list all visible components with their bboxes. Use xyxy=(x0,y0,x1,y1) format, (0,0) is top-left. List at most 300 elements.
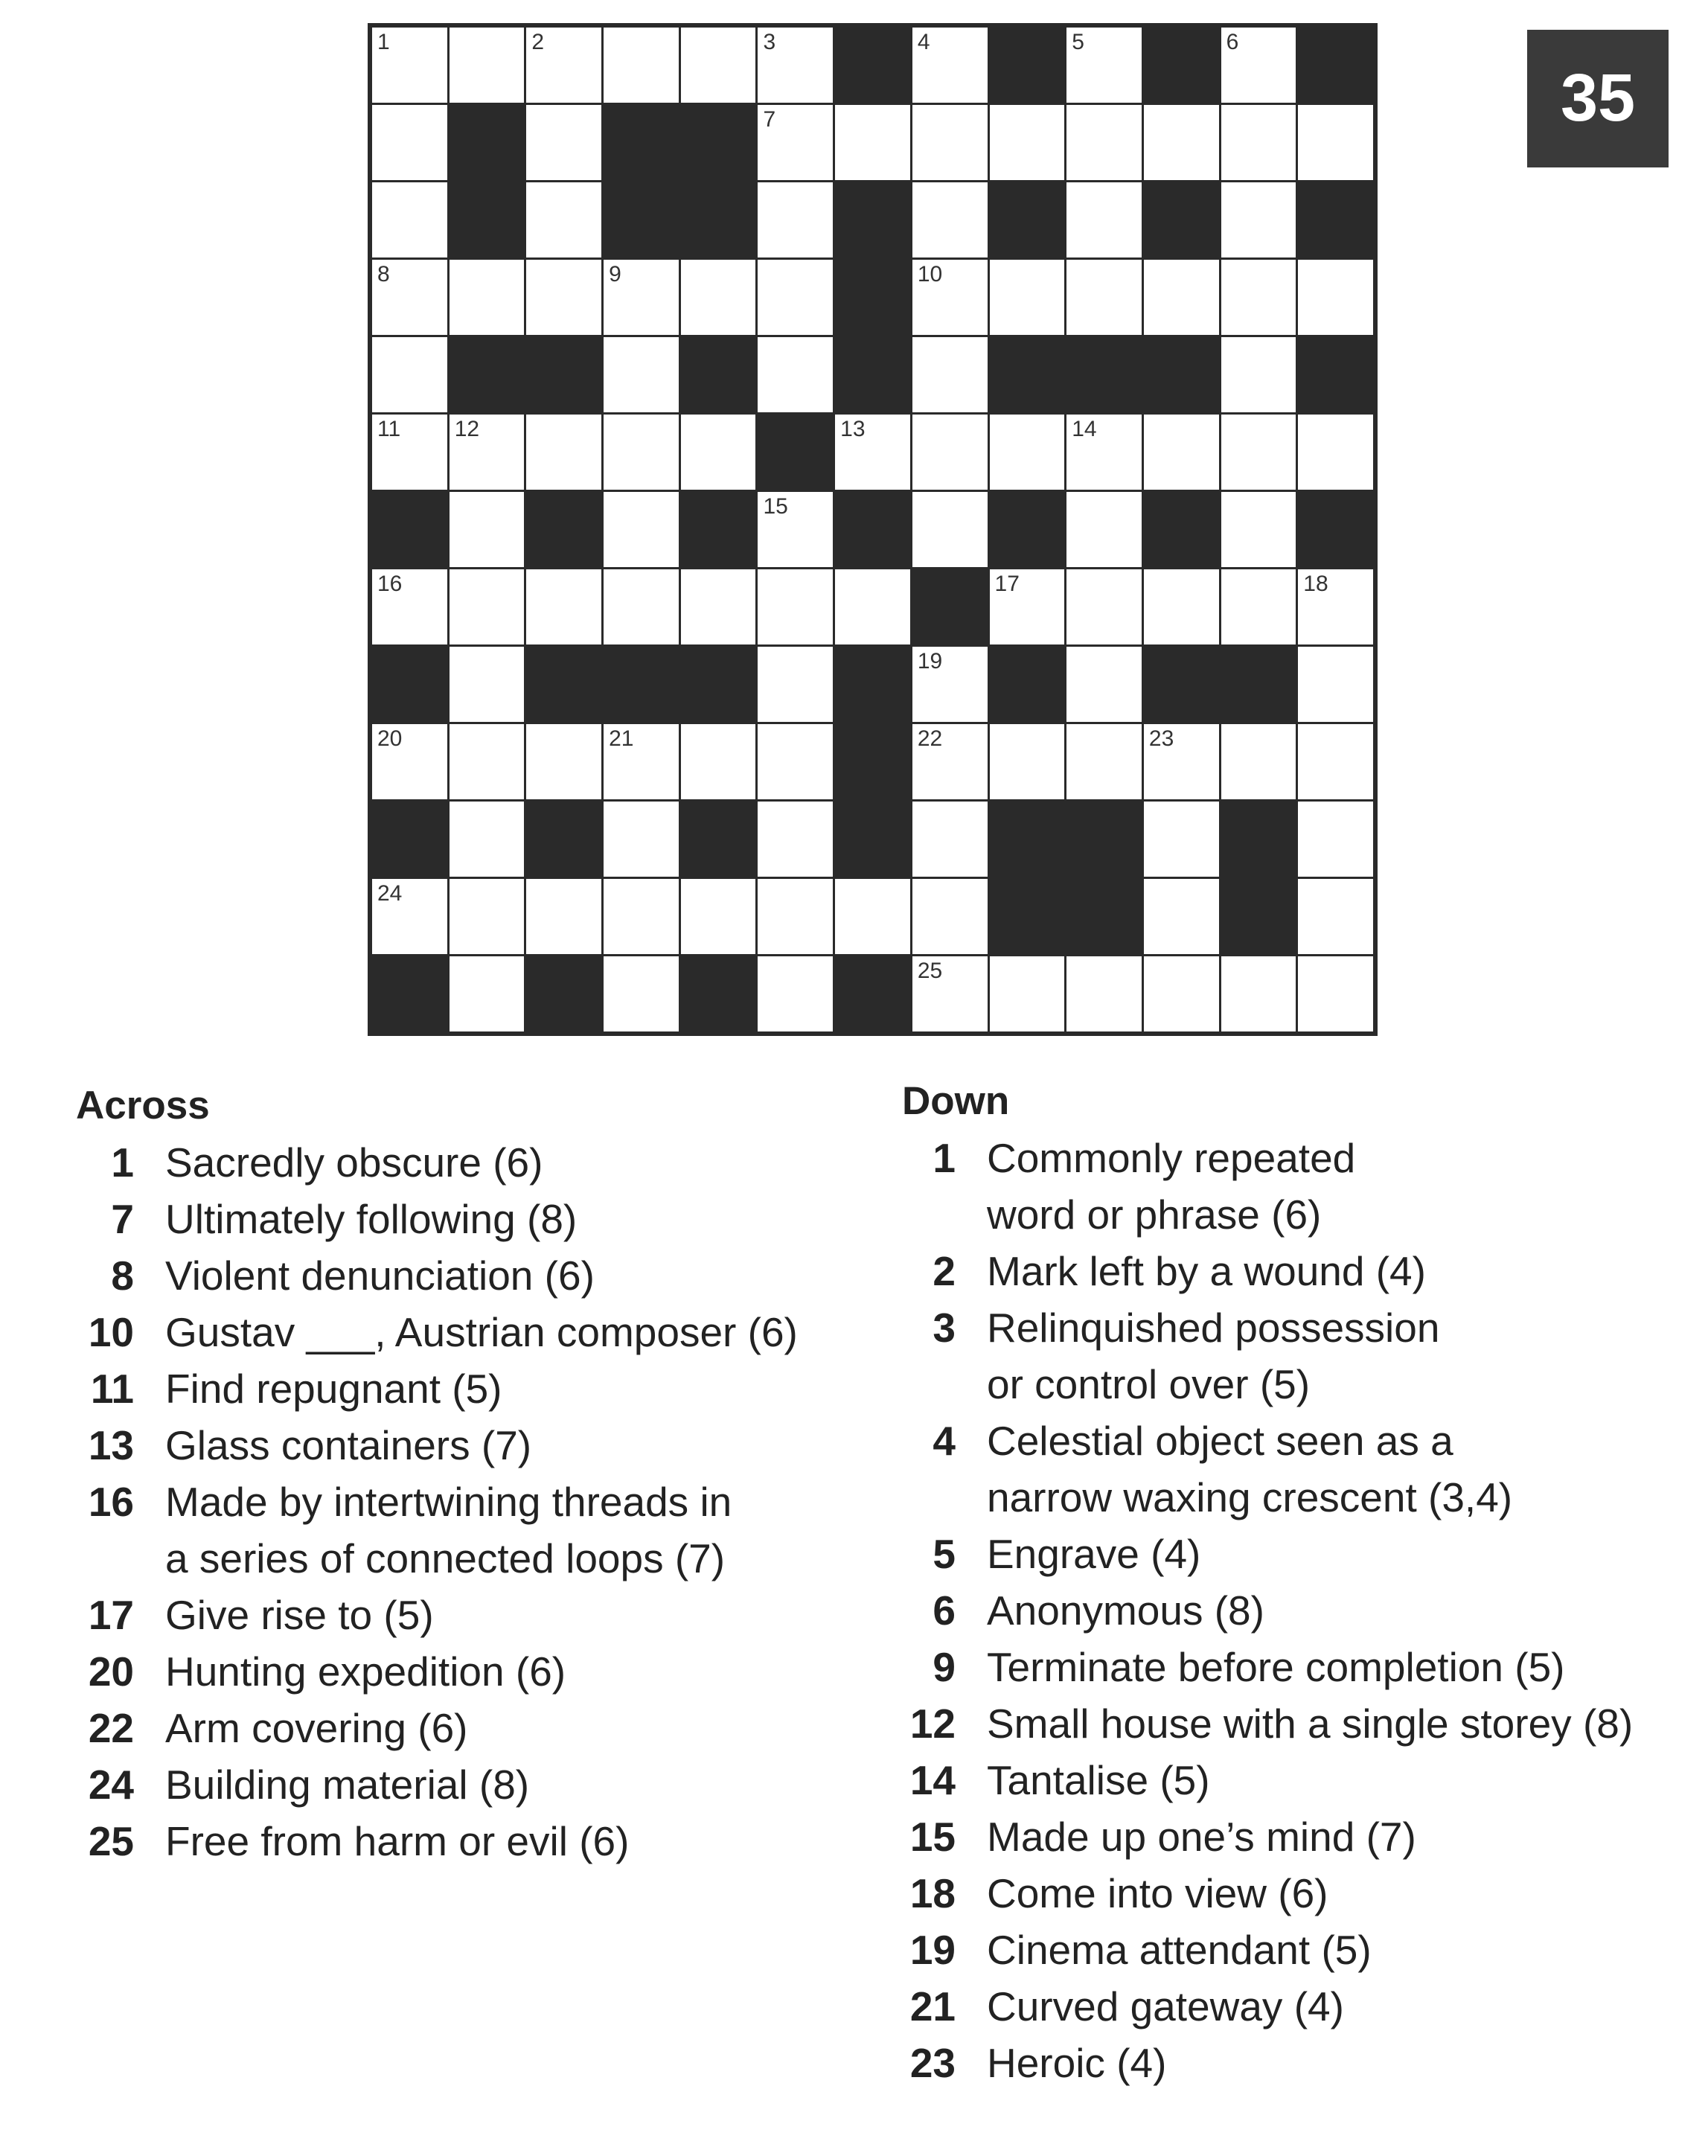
clue-number: 17 xyxy=(994,572,1020,596)
across-clue xyxy=(76,1417,880,1474)
black-square xyxy=(990,28,1065,103)
grid-cell[interactable] xyxy=(835,105,910,180)
across-clue xyxy=(76,1474,880,1587)
clue-text-line: Made by intertwining threads in xyxy=(165,1479,732,1525)
black-square xyxy=(681,802,756,877)
grid-cell[interactable] xyxy=(912,337,988,412)
grid-cell[interactable] xyxy=(604,337,679,412)
black-square xyxy=(835,647,910,722)
grid-cell[interactable] xyxy=(372,569,447,644)
puzzle-number-badge: 35 xyxy=(1527,30,1669,167)
grid-cell[interactable] xyxy=(1298,647,1373,722)
clue-text-line: or control over (5) xyxy=(987,1361,1311,1407)
clue-text xyxy=(987,1865,1328,1922)
clue-text xyxy=(987,2035,1166,2091)
grid-cell[interactable] xyxy=(990,956,1065,1031)
grid-cell[interactable] xyxy=(604,724,679,799)
grid-cell[interactable] xyxy=(758,956,833,1031)
black-square xyxy=(912,569,988,644)
clue-text-line: Ultimately following (8) xyxy=(165,1196,578,1242)
grid-cell[interactable] xyxy=(1298,879,1373,954)
clue-text-line: Engrave (4) xyxy=(987,1531,1201,1577)
grid-cell[interactable] xyxy=(990,105,1065,180)
down-clue xyxy=(902,1243,1706,1299)
clue-number: 16 xyxy=(377,572,403,596)
clue-number: 19 xyxy=(909,1927,956,1973)
black-square xyxy=(1066,802,1142,877)
black-square xyxy=(835,260,910,335)
clue-text xyxy=(165,1417,531,1474)
grid-cell[interactable] xyxy=(1221,724,1296,799)
down-clue xyxy=(902,1639,1706,1695)
across-clue xyxy=(76,1247,880,1304)
clue-text-line: Heroic (4) xyxy=(987,2040,1167,2086)
clue-number: 18 xyxy=(1303,572,1328,596)
across-clue xyxy=(76,1587,880,1643)
grid-cell[interactable] xyxy=(990,569,1065,644)
black-square xyxy=(1144,182,1219,257)
down-clue xyxy=(902,1582,1706,1639)
grid-cell[interactable] xyxy=(1144,879,1219,954)
grid-cell[interactable] xyxy=(758,569,833,644)
grid-cell[interactable] xyxy=(450,956,525,1031)
clue-text xyxy=(165,1813,629,1869)
clue-text-line: Mark left by a wound (4) xyxy=(987,1248,1426,1294)
clue-number: 8 xyxy=(111,1253,134,1299)
clue-number: 4 xyxy=(933,1418,956,1464)
grid-cell[interactable] xyxy=(1298,569,1373,644)
grid-cell[interactable] xyxy=(372,879,447,954)
grid-cell[interactable] xyxy=(758,337,833,412)
black-square xyxy=(450,182,525,257)
clue-number: 23 xyxy=(909,2040,956,2086)
clue-text xyxy=(165,1134,543,1191)
clue-text xyxy=(987,1752,1210,1808)
clue-number: 8 xyxy=(377,262,390,287)
clue-text-line: Terminate before completion (5) xyxy=(987,1644,1565,1690)
black-square xyxy=(1298,182,1373,257)
black-square xyxy=(604,105,679,180)
clue-number: 15 xyxy=(909,1814,956,1860)
grid-cell[interactable] xyxy=(1221,415,1296,490)
clue-text-line: Gustav ___, Austrian composer (6) xyxy=(165,1309,798,1355)
grid-cell[interactable] xyxy=(990,724,1065,799)
grid-cell[interactable] xyxy=(1221,182,1296,257)
grid-cell[interactable] xyxy=(526,182,601,257)
clue-number: 25 xyxy=(88,1818,134,1864)
grid-cell[interactable] xyxy=(758,802,833,877)
grid-cell[interactable] xyxy=(912,956,988,1031)
grid-cell[interactable] xyxy=(526,879,601,954)
down-heading: Down xyxy=(902,1079,1010,1123)
black-square xyxy=(681,647,756,722)
grid-cell[interactable] xyxy=(450,647,525,722)
black-square xyxy=(526,956,601,1031)
black-square xyxy=(372,492,447,567)
grid-cell[interactable] xyxy=(758,182,833,257)
black-square xyxy=(990,879,1065,954)
across-clue xyxy=(76,1643,880,1700)
grid-cell[interactable] xyxy=(1298,724,1373,799)
grid-cell[interactable] xyxy=(1144,569,1219,644)
clue-number: 16 xyxy=(88,1479,134,1525)
grid-cell[interactable] xyxy=(526,260,601,335)
clue-number: 10 xyxy=(917,262,943,287)
grid-cell[interactable] xyxy=(604,879,679,954)
black-square xyxy=(372,956,447,1031)
grid-cell[interactable] xyxy=(912,260,988,335)
clue-text-line: word or phrase (6) xyxy=(987,1191,1322,1238)
grid-cell[interactable] xyxy=(990,260,1065,335)
clue-number: 11 xyxy=(377,417,401,441)
grid-cell[interactable] xyxy=(526,28,601,103)
black-square xyxy=(835,492,910,567)
grid-cell[interactable] xyxy=(1221,569,1296,644)
clue-number: 9 xyxy=(609,262,621,287)
down-clue xyxy=(902,1299,1706,1413)
grid-cell[interactable] xyxy=(1066,415,1142,490)
grid-cell[interactable] xyxy=(604,415,679,490)
grid-cell[interactable] xyxy=(681,415,756,490)
grid-cell[interactable] xyxy=(450,28,525,103)
clue-text xyxy=(165,1191,577,1247)
across-clue xyxy=(76,1700,880,1756)
across-clue xyxy=(76,1191,880,1247)
clue-text-line: Give rise to (5) xyxy=(165,1592,434,1638)
black-square xyxy=(835,337,910,412)
grid-cell[interactable] xyxy=(372,28,447,103)
grid-cell[interactable] xyxy=(450,415,525,490)
grid-cell[interactable] xyxy=(372,182,447,257)
grid-cell[interactable] xyxy=(604,260,679,335)
grid-cell[interactable] xyxy=(604,956,679,1031)
grid-cell[interactable] xyxy=(912,28,988,103)
clue-number: 11 xyxy=(90,1366,134,1412)
black-square xyxy=(681,492,756,567)
clue-text xyxy=(987,1978,1344,2035)
grid-cell[interactable] xyxy=(1144,415,1219,490)
clue-number: 12 xyxy=(454,417,480,441)
clue-text xyxy=(165,1756,529,1813)
grid-cell[interactable] xyxy=(526,724,601,799)
clue-number: 6 xyxy=(933,1587,956,1634)
black-square xyxy=(450,337,525,412)
clue-number: 22 xyxy=(88,1705,134,1751)
black-square xyxy=(990,337,1065,412)
grid-cell[interactable] xyxy=(450,724,525,799)
clue-text-line: Find repugnant (5) xyxy=(165,1366,502,1412)
clue-number: 15 xyxy=(763,494,788,519)
grid-cell[interactable] xyxy=(912,879,988,954)
clue-number: 5 xyxy=(933,1531,956,1577)
grid-cell[interactable] xyxy=(1066,724,1142,799)
clue-number: 23 xyxy=(1148,726,1174,751)
clue-number: 3 xyxy=(763,30,776,54)
grid-cell[interactable] xyxy=(758,492,833,567)
grid-cell[interactable] xyxy=(835,879,910,954)
grid-cell[interactable] xyxy=(1298,415,1373,490)
clue-text-line: Relinquished possession xyxy=(987,1305,1440,1351)
down-clue xyxy=(902,1695,1706,1752)
clue-text-line: Glass containers (7) xyxy=(165,1422,532,1468)
grid-cell[interactable] xyxy=(990,415,1065,490)
down-clues xyxy=(902,1078,1706,2091)
black-square xyxy=(1144,28,1219,103)
clue-number: 20 xyxy=(377,726,403,751)
clue-text-line: Come into view (6) xyxy=(987,1870,1328,1916)
clue-text-line: Hunting expedition (6) xyxy=(165,1648,566,1695)
black-square xyxy=(1221,802,1296,877)
grid-cell[interactable] xyxy=(758,28,833,103)
black-square xyxy=(1144,337,1219,412)
grid-cell[interactable] xyxy=(1066,28,1142,103)
clue-text-line: Curved gateway (4) xyxy=(987,1983,1344,2029)
down-clue xyxy=(902,1130,1706,1243)
clue-text xyxy=(987,1299,1439,1413)
grid-cell[interactable] xyxy=(450,802,525,877)
grid-cell[interactable] xyxy=(681,569,756,644)
grid-cell[interactable] xyxy=(1221,105,1296,180)
clue-text xyxy=(987,1582,1264,1639)
clue-text-line: Violent denunciation (6) xyxy=(165,1253,595,1299)
grid-cell[interactable] xyxy=(450,260,525,335)
grid-cell[interactable] xyxy=(835,569,910,644)
down-clue xyxy=(902,1526,1706,1582)
black-square xyxy=(835,802,910,877)
grid-cell[interactable] xyxy=(1066,105,1142,180)
grid-cell[interactable] xyxy=(604,492,679,567)
clue-number: 14 xyxy=(1072,417,1097,441)
grid-cell[interactable] xyxy=(912,492,988,567)
grid-cell[interactable] xyxy=(758,260,833,335)
clue-text-line: a series of connected loops (7) xyxy=(165,1535,726,1581)
clue-text xyxy=(165,1360,502,1417)
clue-number: 12 xyxy=(909,1701,956,1747)
grid-cell[interactable] xyxy=(1221,337,1296,412)
clue-number: 13 xyxy=(840,417,866,441)
grid-cell[interactable] xyxy=(372,105,447,180)
clue-number: 4 xyxy=(917,30,930,54)
grid-cell[interactable] xyxy=(912,647,988,722)
black-square xyxy=(835,182,910,257)
clue-text xyxy=(987,1808,1416,1865)
clue-number: 19 xyxy=(917,649,943,674)
clue-number: 10 xyxy=(88,1309,134,1355)
black-square xyxy=(990,647,1065,722)
across-heading: Across xyxy=(76,1084,210,1127)
grid-cell[interactable] xyxy=(681,28,756,103)
down-clue xyxy=(902,1808,1706,1865)
black-square xyxy=(681,105,756,180)
clue-number: 1 xyxy=(377,30,390,54)
grid-cell[interactable] xyxy=(912,802,988,877)
clue-text xyxy=(165,1304,798,1360)
clue-text-line: Free from harm or evil (6) xyxy=(165,1818,630,1864)
black-square xyxy=(526,647,601,722)
clue-text xyxy=(165,1474,732,1587)
grid-cell[interactable] xyxy=(681,879,756,954)
clue-text-line: Sacredly obscure (6) xyxy=(165,1139,543,1186)
clue-text-line: Anonymous (8) xyxy=(987,1587,1264,1634)
clue-number: 17 xyxy=(88,1592,134,1638)
clue-number: 1 xyxy=(111,1139,134,1186)
grid-cell[interactable] xyxy=(1066,569,1142,644)
grid-cell[interactable] xyxy=(758,724,833,799)
clue-text xyxy=(165,1587,434,1643)
grid-cell[interactable] xyxy=(1221,492,1296,567)
clue-text xyxy=(987,1413,1512,1526)
across-clue xyxy=(76,1360,880,1417)
grid-cell[interactable] xyxy=(604,802,679,877)
black-square xyxy=(835,28,910,103)
grid-cell[interactable] xyxy=(372,260,447,335)
black-square xyxy=(835,956,910,1031)
grid-cell[interactable] xyxy=(1066,956,1142,1031)
clue-text xyxy=(165,1700,467,1756)
grid-cell[interactable] xyxy=(450,879,525,954)
grid-cell[interactable] xyxy=(1221,28,1296,103)
grid-cell[interactable] xyxy=(526,569,601,644)
clue-number: 5 xyxy=(1072,30,1084,54)
grid-cell[interactable] xyxy=(912,724,988,799)
clue-number: 9 xyxy=(933,1644,956,1690)
across-clue xyxy=(76,1134,880,1191)
clue-text-line: Tantalise (5) xyxy=(987,1757,1210,1803)
grid-cell[interactable] xyxy=(835,415,910,490)
black-square xyxy=(450,105,525,180)
black-square xyxy=(990,182,1065,257)
grid-cell[interactable] xyxy=(1144,802,1219,877)
grid-cell[interactable] xyxy=(1144,260,1219,335)
clue-text-line: Made up one’s mind (7) xyxy=(987,1814,1416,1860)
clue-text xyxy=(987,1639,1564,1695)
grid-cell[interactable] xyxy=(758,105,833,180)
black-square xyxy=(758,415,833,490)
grid-cell[interactable] xyxy=(758,879,833,954)
grid-cell[interactable] xyxy=(526,415,601,490)
black-square xyxy=(526,492,601,567)
grid-cell[interactable] xyxy=(1066,182,1142,257)
clue-number: 25 xyxy=(917,959,943,983)
clue-number: 1 xyxy=(933,1135,956,1181)
down-clue xyxy=(902,1413,1706,1526)
clue-text-line: Arm covering (6) xyxy=(165,1705,468,1751)
black-square xyxy=(526,337,601,412)
clue-text-line: Commonly repeated xyxy=(987,1135,1356,1181)
grid-cell[interactable] xyxy=(1298,260,1373,335)
across-clue xyxy=(76,1304,880,1360)
grid-cell[interactable] xyxy=(372,337,447,412)
clue-number: 6 xyxy=(1226,30,1239,54)
grid-cell[interactable] xyxy=(1298,802,1373,877)
grid-cell[interactable] xyxy=(372,415,447,490)
clue-number: 2 xyxy=(933,1248,956,1294)
grid-cell[interactable] xyxy=(1066,647,1142,722)
grid-cell[interactable] xyxy=(912,182,988,257)
clue-number: 24 xyxy=(377,881,403,906)
grid-cell[interactable] xyxy=(681,260,756,335)
down-clue xyxy=(902,2035,1706,2091)
black-square xyxy=(372,647,447,722)
grid-cell[interactable] xyxy=(372,724,447,799)
down-clue xyxy=(902,1865,1706,1922)
grid-cell[interactable] xyxy=(1298,105,1373,180)
black-square xyxy=(835,724,910,799)
clue-text-line: narrow waxing crescent (3,4) xyxy=(987,1474,1513,1520)
down-clue xyxy=(902,1752,1706,1808)
clue-text xyxy=(987,1526,1200,1582)
across-clue xyxy=(76,1756,880,1813)
grid-cell[interactable] xyxy=(912,105,988,180)
clue-text xyxy=(987,1695,1633,1752)
black-square xyxy=(1144,492,1219,567)
clue-number: 7 xyxy=(763,107,776,132)
black-square xyxy=(1066,337,1142,412)
black-square xyxy=(1298,28,1373,103)
grid-cell[interactable] xyxy=(1066,260,1142,335)
black-square xyxy=(681,182,756,257)
grid-cell[interactable] xyxy=(1144,105,1219,180)
clue-text xyxy=(987,1243,1426,1299)
clue-text-line: Small house with a single storey (8) xyxy=(987,1701,1634,1747)
black-square xyxy=(1298,492,1373,567)
clue-text-line: Building material (8) xyxy=(165,1762,530,1808)
black-square xyxy=(372,802,447,877)
grid-cell[interactable] xyxy=(1298,956,1373,1031)
clue-number: 20 xyxy=(88,1648,134,1695)
black-square xyxy=(990,492,1065,567)
grid-cell[interactable] xyxy=(450,492,525,567)
black-square xyxy=(990,802,1065,877)
grid-cell[interactable] xyxy=(526,105,601,180)
crossword-grid xyxy=(368,23,1378,1036)
black-square xyxy=(681,956,756,1031)
clue-number: 18 xyxy=(909,1870,956,1916)
grid-cell[interactable] xyxy=(604,28,679,103)
clue-number: 24 xyxy=(88,1762,134,1808)
grid-cell[interactable] xyxy=(1221,260,1296,335)
grid-cell[interactable] xyxy=(912,415,988,490)
grid-cell[interactable] xyxy=(681,724,756,799)
black-square xyxy=(1298,337,1373,412)
across-clue xyxy=(76,1813,880,1869)
clue-number: 7 xyxy=(111,1196,134,1242)
clue-number: 22 xyxy=(917,726,943,751)
grid-cell[interactable] xyxy=(1221,956,1296,1031)
grid-cell[interactable] xyxy=(604,569,679,644)
black-square xyxy=(1144,647,1219,722)
clue-text-line: Cinema attendant (5) xyxy=(987,1927,1372,1973)
black-square xyxy=(1221,647,1296,722)
clue-text xyxy=(165,1247,595,1304)
grid-cell[interactable] xyxy=(758,647,833,722)
clue-text xyxy=(987,1130,1355,1243)
clue-number: 21 xyxy=(909,1983,956,2029)
clue-number: 13 xyxy=(88,1422,134,1468)
black-square xyxy=(604,647,679,722)
black-square xyxy=(526,802,601,877)
clue-text xyxy=(987,1922,1372,1978)
grid-cell[interactable] xyxy=(450,569,525,644)
clue-number: 3 xyxy=(933,1305,956,1351)
down-clue xyxy=(902,1978,1706,2035)
grid-cell[interactable] xyxy=(1144,956,1219,1031)
black-square xyxy=(1221,879,1296,954)
clue-number: 14 xyxy=(909,1757,956,1803)
clue-number: 2 xyxy=(531,30,545,54)
grid-cell[interactable] xyxy=(1144,724,1219,799)
grid-cell[interactable] xyxy=(1066,492,1142,567)
